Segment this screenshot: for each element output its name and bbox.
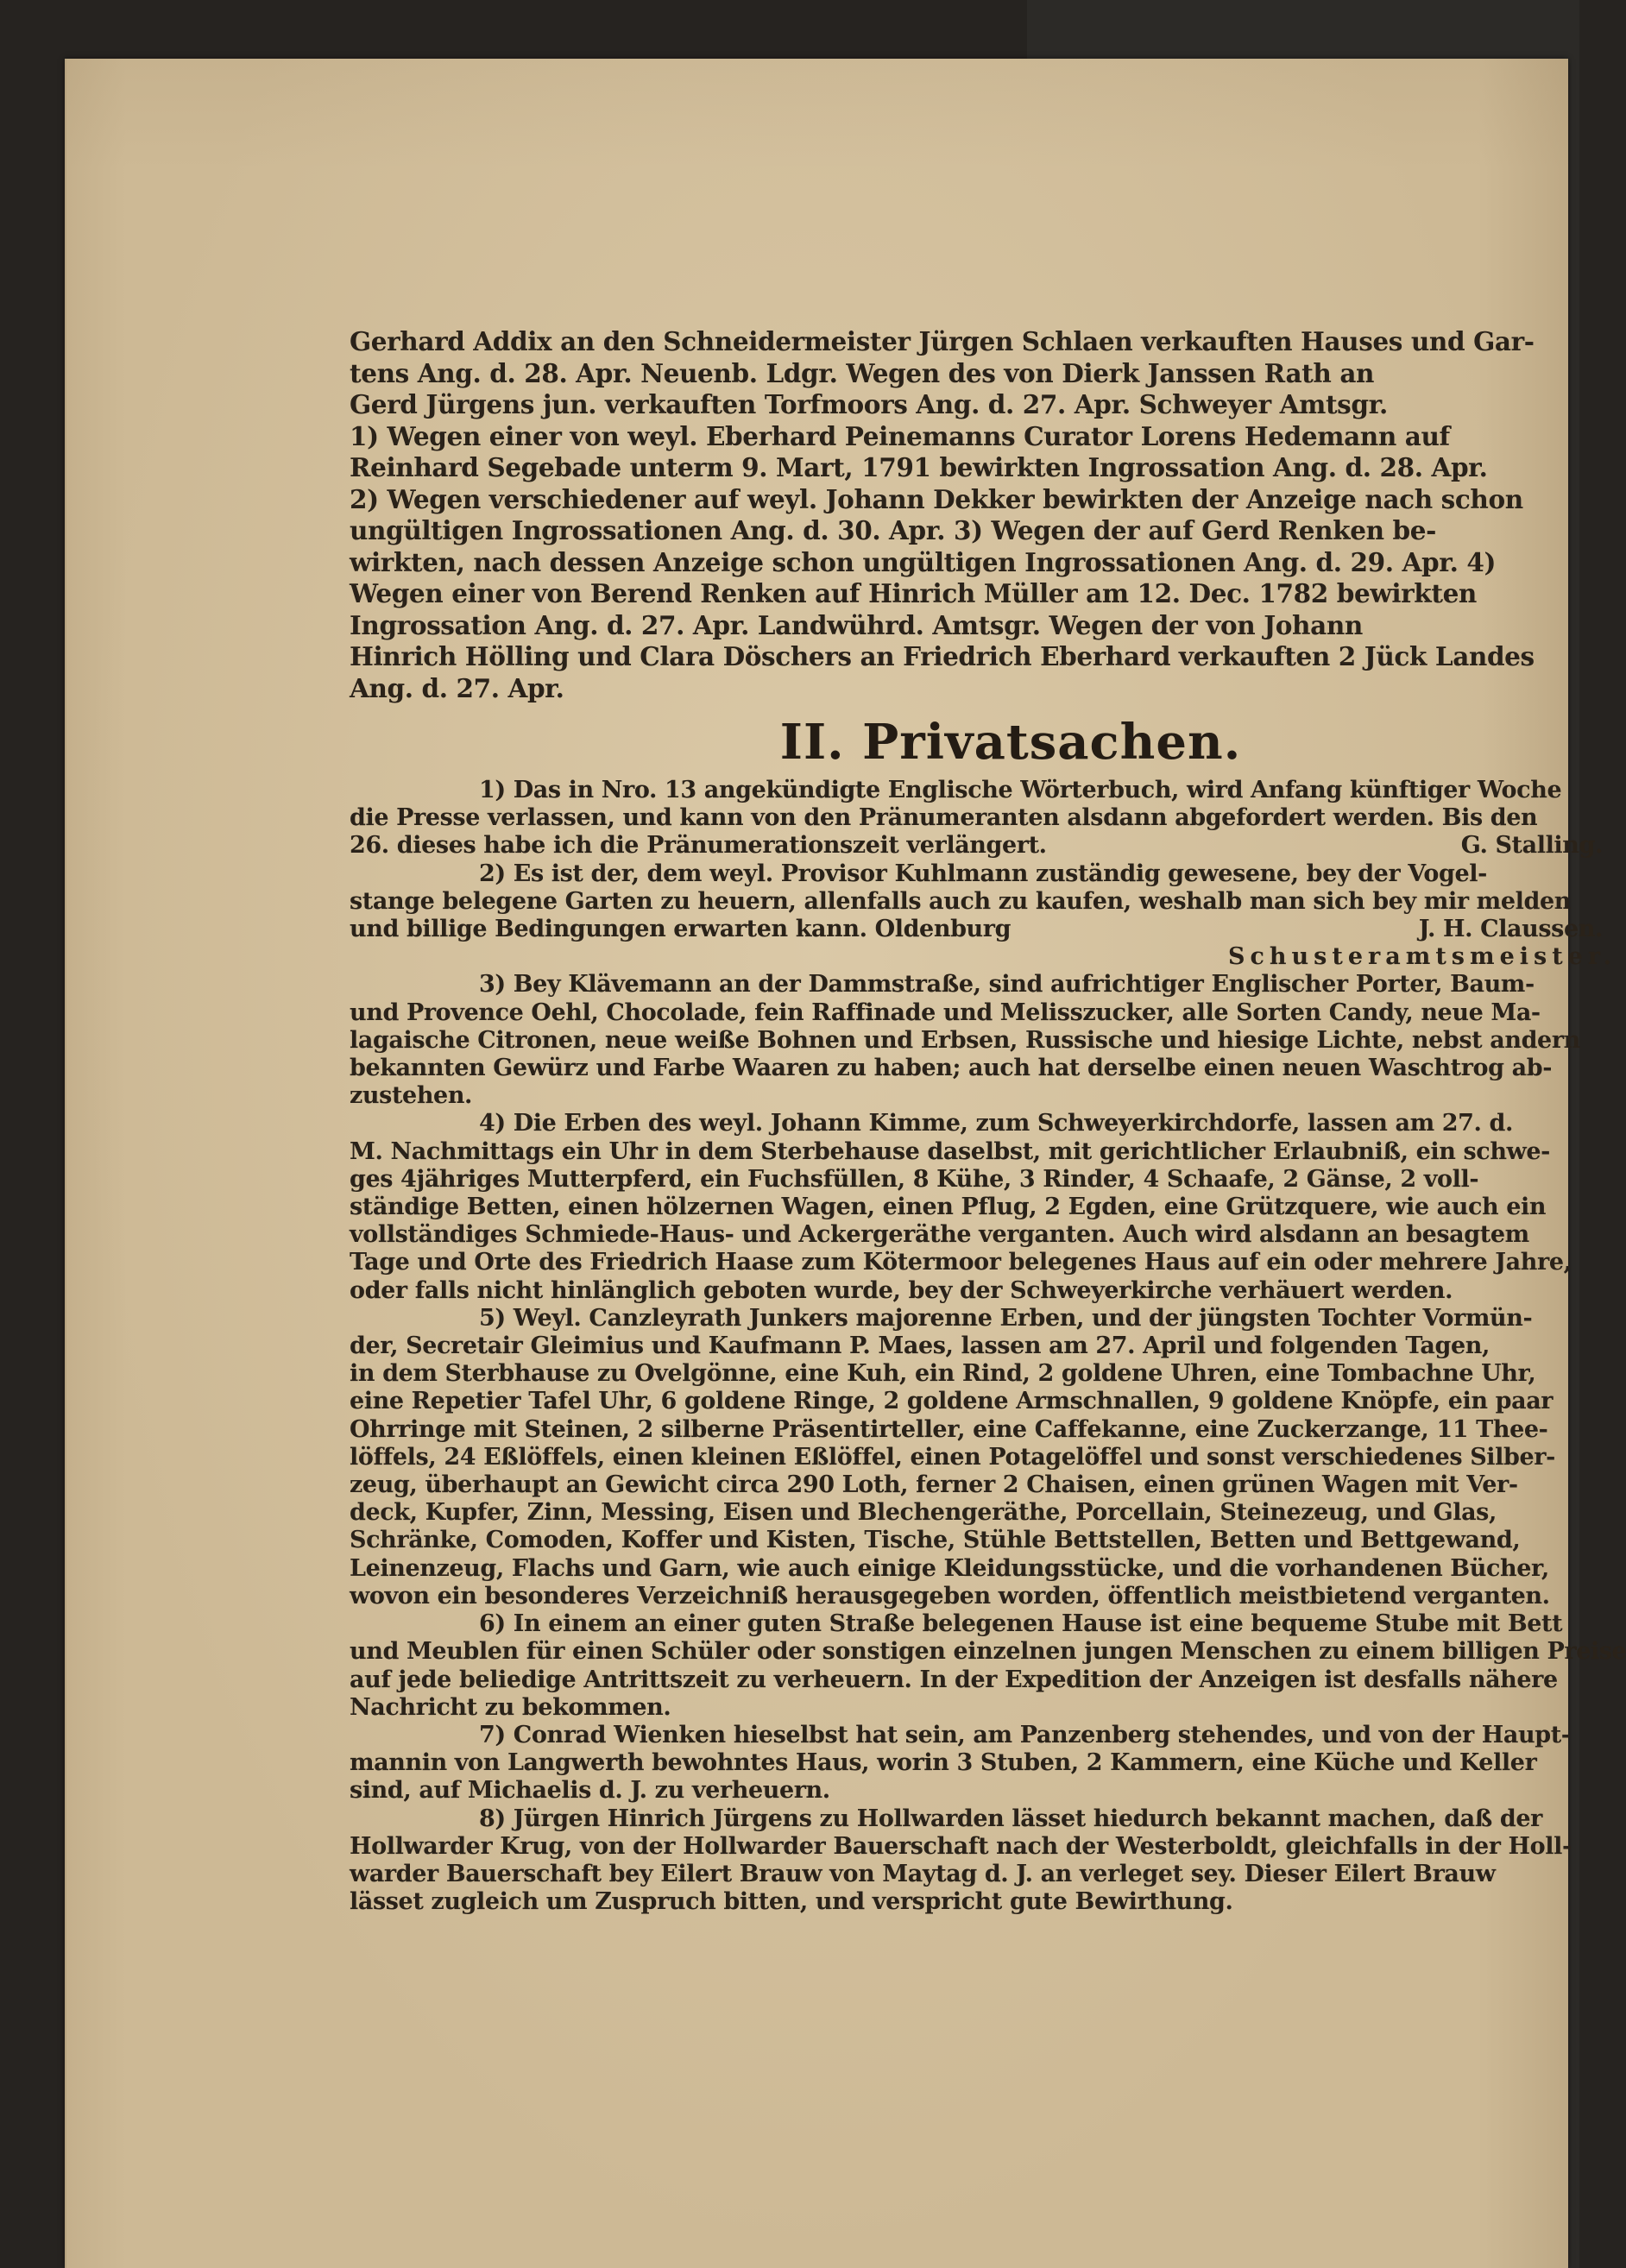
text-line: vollständiges Schmiede-Haus- und Ackergeräthe verganten. Auch wird alsdann an besagtem: [350, 1221, 1529, 1249]
text-line: 2) Wegen verschiedener auf weyl. Johann Dekker bewirkten der Anzeige nach schon: [350, 483, 1523, 514]
text-line: ständige Betten, einen hölzernen Wagen, einen Pflug, 2 Egden, eine Grützquere, wie auch ein: [350, 1194, 1547, 1221]
text-line: und Provence Oehl, Chocolade, fein Raffinade und Melisszucker, alle Sorten Candy, neue Ma-: [350, 999, 1541, 1026]
text-line: und Meublen für einen Schüler oder sonstigen einzelnen jungen Menschen zu einem billigen Preise: [350, 1638, 1626, 1666]
notice-6: [350, 1610, 1626, 1722]
text-line: warder Bauerschaft bey Eilert Brauw von Maytag d. J. an verleget sey. Dieser Eilert Brauw: [350, 1860, 1496, 1887]
text-line: Tage und Orte des Friedrich Haase zum Kötermoor belegenes Haus auf ein oder mehrere Jahre,: [350, 1249, 1572, 1276]
signature-line: [350, 916, 1620, 943]
text-line: Leinenzeug, Flachs und Garn, wie auch einige Kleidungsstücke, und die vorhandenen Bücher,: [350, 1554, 1549, 1582]
text-line: deck, Kupfer, Zinn, Messing, Eisen und Blechengeräthe, Porcellain, Steinezeug, und Glas,: [350, 1499, 1497, 1527]
section-public-notices: [350, 326, 1620, 704]
text-line: wovon ein besonderes Verzeichniß herausgegeben worden, öffentlich meistbietend verganten.: [350, 1582, 1550, 1610]
notice-7: [350, 1722, 1620, 1805]
signature: G. Stalling.: [1460, 832, 1603, 860]
signature: J. H. Claussen.: [1418, 916, 1603, 943]
text-line: mannin von Langwerth bewohntes Haus, worin 3 Stuben, 2 Kammern, eine Küche und Keller: [350, 1749, 1537, 1777]
text-line: 3) Bey Klävemann an der Dammstraße, sind aufrichtiger Englischer Porter, Baum-: [479, 971, 1535, 999]
text-line: in dem Sterbhause zu Ovelgönne, eine Kuh, ein Rind, 2 goldene Uhren, eine Tombachne Uhr,: [350, 1360, 1536, 1388]
text-line: 6) In einem an einer guten Straße belegenen Hause ist eine bequeme Stube mit Bett: [479, 1610, 1563, 1638]
text-line: Schränke, Comoden, Koffer und Kisten, Tische, Stühle Bettstellen, Betten und Bettgewand,: [350, 1527, 1521, 1554]
text-line: ungültigen Ingrossationen Ang. d. 30. Apr. 3) Wegen der auf Gerd Renken be-: [350, 515, 1436, 545]
text-line: wirkten, nach dessen Anzeige schon ungültigen Ingrossationen Ang. d. 29. Apr. 4): [350, 546, 1497, 577]
text-line: Ohrringe mit Steinen, 2 silberne Präsentirteller, eine Caffekanne, eine Zuckerzange, 11 Thee-: [350, 1415, 1548, 1443]
text-line: stange belegene Garten zu heuern, allenfalls auch zu kaufen, weshalb man sich bey mir melden: [350, 887, 1571, 915]
text-line: löffels, 24 Eßlöffels, einen kleinen Eßlöffel, einen Potagelöffel und sonst verschiedenes Silber-: [350, 1443, 1555, 1471]
text-line: 2) Es ist der, dem weyl. Provisor Kuhlmann zuständig gewesene, bey der Vogel-: [479, 860, 1487, 887]
text-line: Hollwarder Krug, von der Hollwarder Bauerschaft nach der Westerboldt, gleichfalls in der Holl-: [350, 1832, 1572, 1860]
text-line: Wegen einer von Berend Renken auf Hinrich Müller am 12. Dec. 1782 bewirkten: [350, 578, 1477, 608]
text-line: Reinhard Segebade unterm 9. Mart, 1791 bewirkten Ingrossation Ang. d. 28. Apr.: [350, 452, 1488, 482]
text-line: 8) Jürgen Hinrich Jürgens zu Hollwarden lässet hiedurch bekannt machen, daß der: [479, 1805, 1542, 1832]
text-line: die Presse verlassen, und kann von den Pränumeranten alsdann abgefordert werden. Bis den: [350, 804, 1538, 832]
text-line: eine Repetier Tafel Uhr, 6 goldene Ringe, 2 goldene Armschnallen, 9 goldene Knöpfe, ein paar: [350, 1388, 1554, 1415]
notice-2: [350, 860, 1620, 972]
signature-line: [350, 832, 1620, 860]
text-line: sind, auf Michaelis d. J. zu verheuern.: [350, 1777, 830, 1805]
notice-1: [350, 777, 1620, 860]
notice-5: [350, 1305, 1620, 1610]
text-line: M. Nachmittags ein Uhr in dem Sterbehause daselbst, mit gerichtlicher Erlaubniß, ein schwe-: [350, 1137, 1550, 1165]
text-line: auf jede beliedige Antrittszeit zu verheuern. In der Expedition der Anzeigen ist desfalls nähere: [350, 1666, 1558, 1693]
page-text: [350, 326, 1626, 1916]
text-line: tens Ang. d. 28. Apr. Neuenb. Ldgr. Wegen des von Dierk Janssen Rath an: [350, 357, 1375, 388]
text-line: oder falls nicht hinlänglich geboten wurde, bey der Schweyerkirche verhäuert werden.: [350, 1276, 1453, 1304]
signature-role: Schusteramtsmeister.: [1227, 943, 1617, 971]
document-page: [65, 59, 1626, 2268]
text-line: zeug, überhaupt an Gewicht circa 290 Loth, ferner 2 Chaisen, einen grünen Wagen mit Ver-: [350, 1471, 1518, 1499]
text-line: zustehen.: [350, 1082, 473, 1110]
text-line: 4) Die Erben des weyl. Johann Kimme, zum Schweyerkirchdorfe, lassen am 27. d.: [479, 1110, 1513, 1137]
text-line: der, Secretair Gleimius und Kaufmann P. Maes, lassen am 27. April und folgenden Tagen,: [350, 1332, 1490, 1360]
section-private-notices: [350, 777, 1626, 1916]
text-line: lässet zugleich um Zuspruch bitten, und verspricht gute Bewirthung.: [350, 1888, 1233, 1916]
text-line: lagaische Citronen, neue weiße Bohnen und Erbsen, Russische und hiesige Lichte, nebst andern: [350, 1026, 1580, 1054]
notice-4: [350, 1110, 1620, 1304]
text-line: 5) Weyl. Canzleyrath Junkers majorenne Erben, und der jüngsten Tochter Vormün-: [479, 1304, 1533, 1332]
text-line: 1) Wegen einer von weyl. Eberhard Peinemanns Curator Lorens Hedemann auf: [350, 420, 1450, 451]
text-line: Nachricht zu bekommen.: [350, 1693, 671, 1721]
text-line: Ingrossation Ang. d. 27. Apr. Landwührd. Amtsgr. Wegen der von Johann: [350, 609, 1363, 640]
text-line: 7) Conrad Wienken hieselbst hat sein, am Panzenberg stehendes, und von der Haupt-: [479, 1721, 1571, 1748]
text-line: 1) Das in Nro. 13 angekündigte Englische Wörterbuch, wird Anfang künftiger Woche: [479, 777, 1562, 803]
text-line: ges 4jähriges Mutterpferd, ein Fuchsfüllen, 8 Kühe, 3 Rinder, 4 Schaafe, 2 Gänse, 2 voll-: [350, 1165, 1479, 1193]
text-line: Gerhard Addix an den Schneidermeister Jürgen Schlaen verkauften Hauses und Gar-: [350, 326, 1535, 356]
notice-3: [350, 971, 1620, 1110]
text-line: bekannten Gewürz und Farbe Waaren zu haben; auch hat derselbe einen neuen Waschtrog ab-: [350, 1055, 1553, 1082]
text-line: und billige Bedingungen erwarten kann. Oldenburg: [350, 916, 1012, 943]
section-heading: II. Privatsachen.: [779, 714, 1242, 771]
text-line: Ang. d. 27. Apr.: [350, 672, 564, 703]
notice-8: [350, 1805, 1620, 1917]
text-line: Hinrich Hölling und Clara Döschers an Friedrich Eberhard verkauften 2 Jück Landes: [350, 641, 1535, 671]
text-line: 26. dieses habe ich die Pränumerationszeit verlängert.: [350, 832, 1047, 860]
text-line: Gerd Jürgens jun. verkauften Torfmoors Ang. d. 27. Apr. Schweyer Amtsgr.: [350, 389, 1388, 419]
